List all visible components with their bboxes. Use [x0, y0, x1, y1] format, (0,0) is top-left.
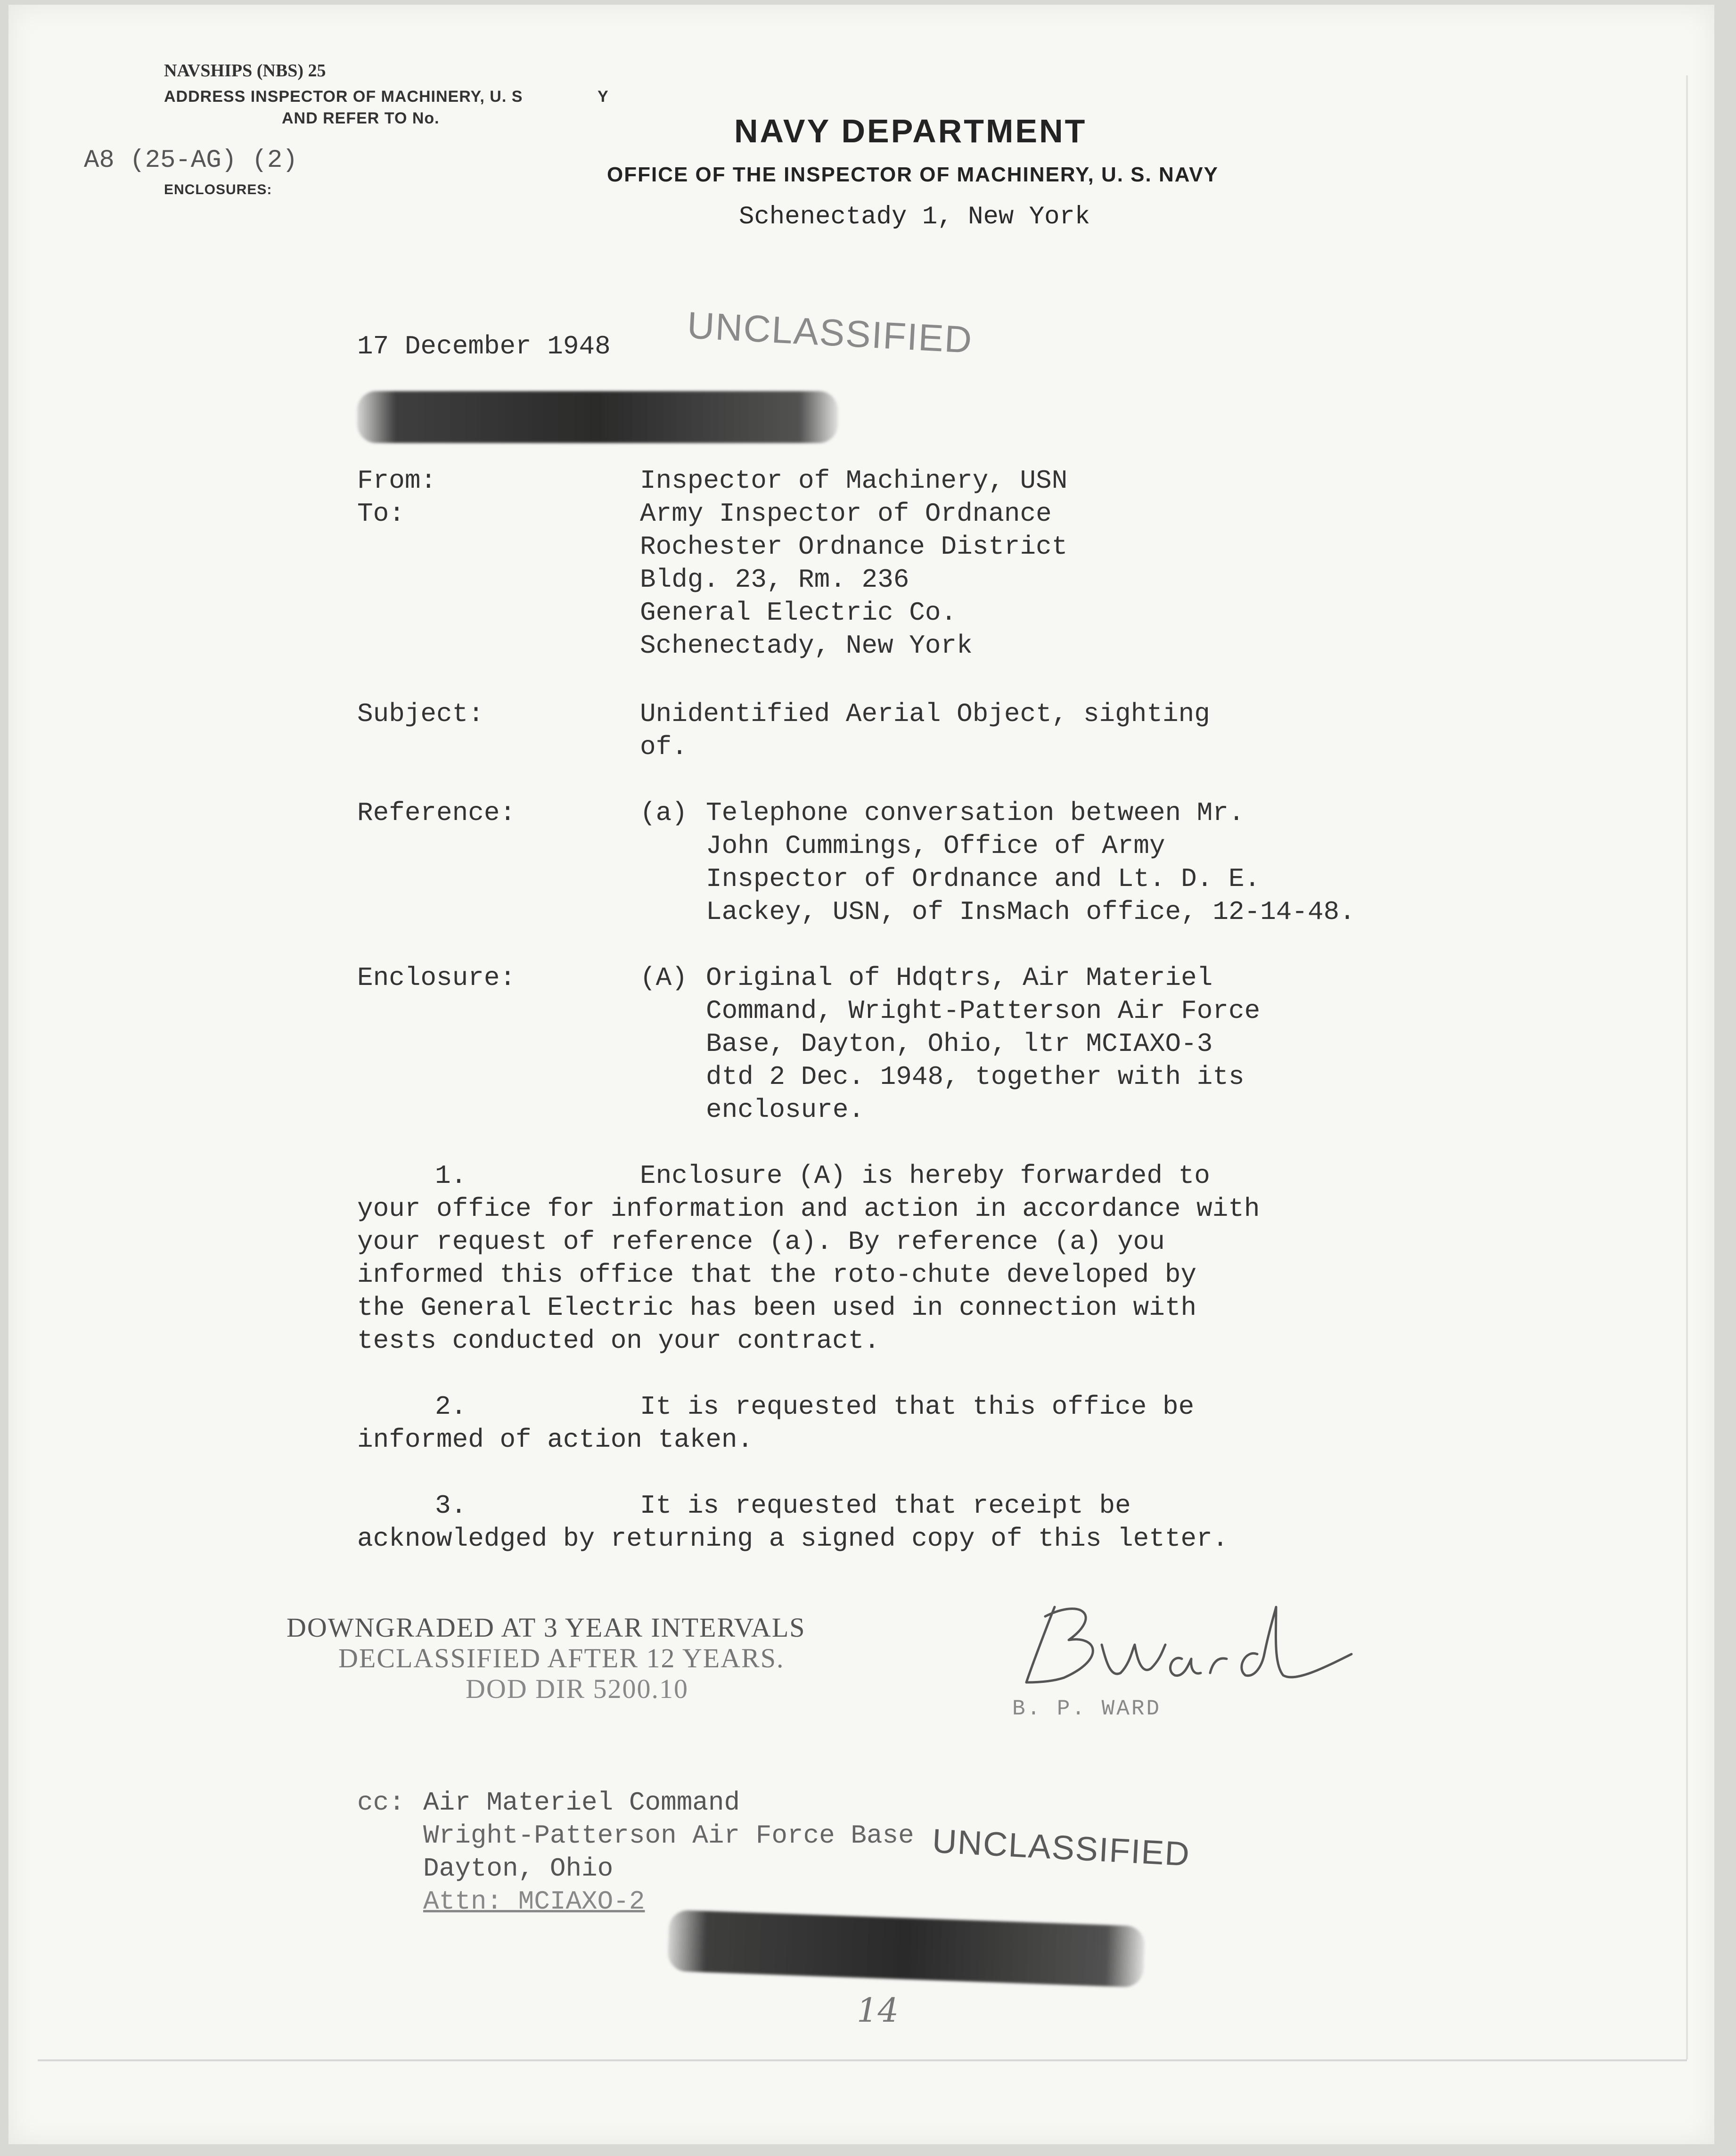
enclosure-marker: (A)	[640, 963, 688, 993]
form-number: NAVSHIPS (NBS) 25	[164, 61, 326, 81]
from-value: Inspector of Machinery, USN	[640, 466, 1068, 496]
letterhead-department: NAVY DEPARTMENT	[734, 113, 1087, 149]
cc-label: cc:	[357, 1787, 405, 1818]
address-line: ADDRESS INSPECTOR OF MACHINERY, U. S	[164, 88, 523, 106]
to-address-line: Rochester Ordnance District	[640, 532, 1068, 562]
reference-line: Lackey, USN, of InsMach office, 12-14-48.	[706, 897, 1355, 927]
paragraph-number: 1.	[435, 1161, 467, 1191]
subject-line: Unidentified Aerial Object, sighting	[640, 699, 1210, 729]
signer-typed-name: B. P. WARD	[1012, 1697, 1162, 1721]
cc-line: Wright-Patterson Air Force Base	[423, 1820, 914, 1851]
reference-line: Inspector of Ordnance and Lt. D. E.	[706, 864, 1261, 894]
enclosure-line: enclosure.	[706, 1095, 865, 1125]
reference-line: John Cummings, Office of Army	[706, 831, 1165, 861]
document-page	[8, 5, 1714, 2144]
declass-line: DOWNGRADED AT 3 YEAR INTERVALS	[287, 1612, 806, 1643]
enclosure-label: Enclosure:	[357, 963, 516, 993]
to-address-line: Army Inspector of Ordnance	[640, 499, 1052, 529]
stamp-unclassified-bottom: UNCLASSIFIED	[931, 1822, 1191, 1874]
enclosure-line: Original of Hdqtrs, Air Materiel	[706, 963, 1213, 993]
refer-line: AND REFER TO No.	[282, 109, 440, 127]
handwritten-signature	[1012, 1588, 1361, 1711]
paragraph-number: 2.	[435, 1392, 467, 1422]
stamp-unclassified-top: UNCLASSIFIED	[686, 304, 974, 361]
to-address-line: General Electric Co.	[640, 598, 957, 628]
enclosure-line: Base, Dayton, Ohio, ltr MCIAXO-3	[706, 1029, 1213, 1059]
cc-line: Dayton, Ohio	[423, 1853, 614, 1884]
enclosures-label: ENCLOSURES:	[164, 182, 272, 197]
reference-line: Telephone conversation between Mr.	[706, 798, 1245, 828]
paragraph-line: the General Electric has been used in connection with	[357, 1293, 1197, 1323]
paragraph-line: your request of reference (a). By reference (a) you	[357, 1227, 1165, 1257]
address-line-end: Y	[598, 88, 609, 106]
paragraph-number: 3.	[435, 1491, 467, 1521]
paragraph-line: acknowledged by returning a signed copy of this letter.	[357, 1524, 1228, 1554]
letterhead-office: OFFICE OF THE INSPECTOR OF MACHINERY, U. S. NAVY	[607, 163, 1219, 186]
enclosure-line: dtd 2 Dec. 1948, together with its	[706, 1062, 1245, 1092]
letter-date: 17 December 1948	[357, 331, 611, 361]
file-reference: A8 (25-AG) (2)	[84, 146, 298, 175]
from-label: From:	[357, 466, 437, 496]
page-number: 14	[857, 1991, 899, 2030]
paragraph-line: informed this office that the roto-chute developed by	[357, 1260, 1197, 1290]
paragraph-first-line: It is requested that receipt be	[640, 1491, 1131, 1521]
frame-line-right	[1686, 75, 1688, 2059]
to-address-line: Bldg. 23, Rm. 236	[640, 565, 909, 595]
cc-line: Attn: MCIAXO-2	[423, 1886, 645, 1917]
frame-line-bottom	[38, 2059, 1687, 2061]
redaction-bar-top	[357, 391, 838, 443]
paragraph-first-line: It is requested that this office be	[640, 1392, 1195, 1422]
paragraph-first-line: Enclosure (A) is hereby forwarded to	[640, 1161, 1210, 1191]
reference-marker: (a)	[640, 798, 688, 828]
redaction-bar-bottom	[667, 1910, 1145, 1987]
subject-line: of.	[640, 732, 688, 762]
paragraph-line: tests conducted on your contract.	[357, 1326, 880, 1356]
paragraph-line: informed of action taken.	[357, 1425, 753, 1455]
declass-line: DOD DIR 5200.10	[466, 1673, 689, 1704]
enclosure-line: Command, Wright-Patterson Air Force	[706, 996, 1261, 1026]
reference-label: Reference:	[357, 798, 516, 828]
to-address-line: Schenectady, New York	[640, 631, 973, 661]
to-label: To:	[357, 499, 405, 529]
subject-label: Subject:	[357, 699, 484, 729]
signature-text: BPWard	[1012, 1588, 1014, 1589]
cc-line: Air Materiel Command	[423, 1787, 740, 1818]
declass-line: DECLASSIFIED AFTER 12 YEARS.	[338, 1643, 785, 1673]
paragraph-line: your office for information and action in accordance with	[357, 1194, 1260, 1224]
letterhead-city: Schenectady 1, New York	[739, 203, 1090, 231]
